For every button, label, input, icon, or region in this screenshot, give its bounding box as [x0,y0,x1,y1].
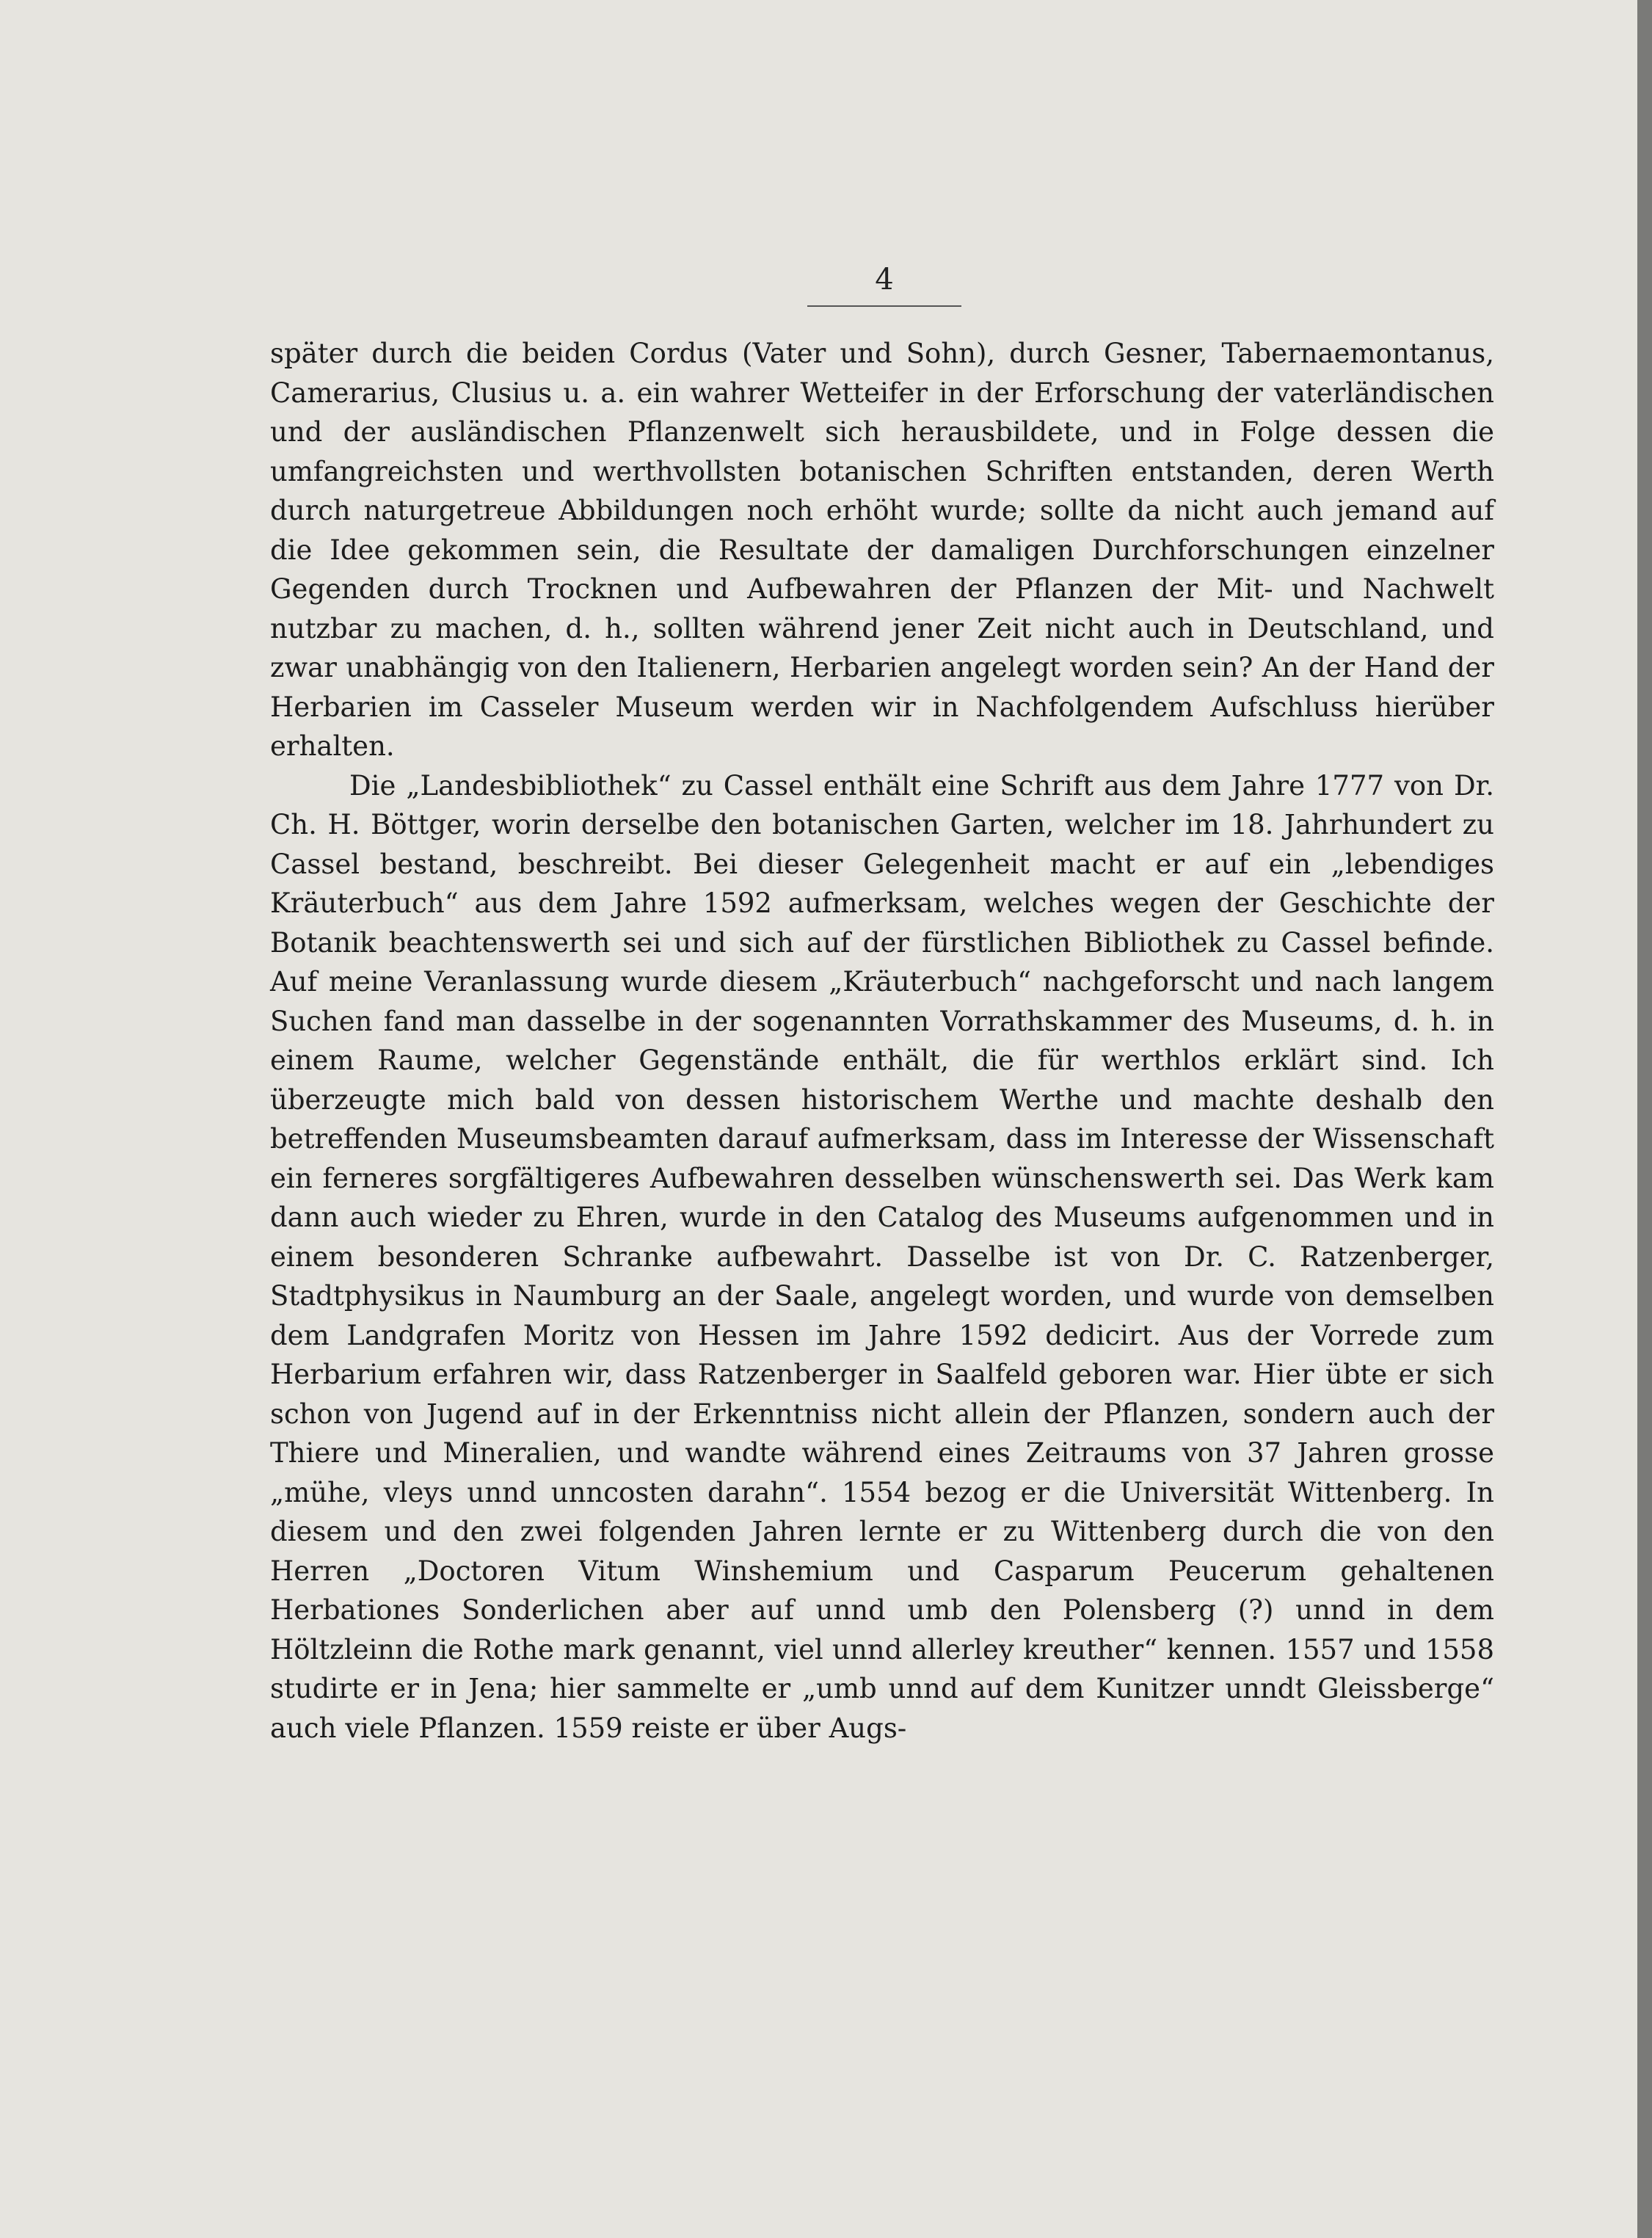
body-text [270,334,1494,1748]
paragraph-2: Die „Landesbibliothek“ zu Cassel enthält eine Schrift aus dem Jahre 1777 von Dr. Ch. H. Böttger, worin derselbe den botanischen Garten, welcher im 18. Jahrhundert zu Cassel bestand, beschreibt. Bei dieser Gelegenheit macht er auf ein „lebendiges Kräuterbuch“ aus dem Jahre 1592 aufmerksam, welches wegen der Geschichte der Botanik beachtenswerth sei und sich auf der fürstlichen Bibliothek zu Cassel befinde. Auf meine Veranlassung wurde diesem „Kräuterbuch“ nachgeforscht und nach langem Suchen fand man dasselbe in der sogenannten Vorrathskammer des Museums, d. h. in einem Raume, welcher Gegenstände enthält, die für werthlos erklärt sind. Ich überzeugte mich bald von dessen historischem Werthe und machte deshalb den betreffenden Museumsbeamten darauf aufmerksam, dass im Interesse der Wissenschaft ein ferneres sorgfältigeres Aufbewahren desselben wünschenswerth sei. Das Werk kam dann auch wieder zu Ehren, wurde in den Catalog des Museums aufgenommen und in einem besonderen Schranke aufbewahrt. Dasselbe ist von Dr. C. Ratzenberger, Stadtphysikus in Naumburg an der Saale, angelegt worden, und wurde von demselben dem Landgrafen Moritz von Hessen im Jahre 1592 dedicirt. Aus der Vorrede zum Herbarium erfahren wir, dass Ratzenberger in Saalfeld geboren war. Hier übte er sich schon von Jugend auf in der Erkenntniss nicht allein der Pflanzen, sondern auch der Thiere und Mineralien, und wandte während eines Zeitraums von 37 Jahren grosse „mühe, vleys unnd unncosten darahn“. 1554 bezog er die Universität Wittenberg. In diesem und den zwei folgenden Jahren lernte er zu Wittenberg durch die von den Herren „Doctoren Vitum Winshemium und Casparum Peucerum gehaltenen Herbationes Sonderlichen aber auf unnd umb den Polensberg (?) unnd in dem Höltzleinn die Rothe mark genannt, viel unnd allerley kreuther“ kennen. 1557 und 1558 studirte er in Jena; hier sammelte er „umb unnd auf dem Kunitzer unndt Gleissberge“ auch viele Pflanzen. 1559 reiste er über Augs- [270,769,1494,1744]
page-number-rule [807,305,961,307]
paragraph-1: später durch die beiden Cordus (Vater und Sohn), durch Gesner, Tabernaemontanus, Camerarius, Clusius u. a. ein wahrer Wetteifer in der Erforschung der vaterländischen und der ausländischen Pflanzenwelt sich herausbildete, und in Folge dessen die umfangreichsten und werthvollsten botanischen Schriften entstanden, deren Werth durch naturgetreue Abbildungen noch erhöht wurde; sollte da nicht auch jemand auf die Idee gekommen sein, die Resultate der damaligen Durchforschungen einzelner Gegenden durch Trocknen und Aufbewahren der Pflanzen der Mit- und Nachwelt nutzbar zu machen, d. h., sollten während jener Zeit nicht auch in Deutschland, und zwar unabhängig von den Italienern, Herbarien angelegt worden sein? An der Hand der Herbarien im Casseler Museum werden wir in Nachfolgendem Aufschluss hierüber erhalten. [270,338,1494,762]
page-number: 4 [875,263,894,297]
scan-edge [1637,0,1652,2238]
